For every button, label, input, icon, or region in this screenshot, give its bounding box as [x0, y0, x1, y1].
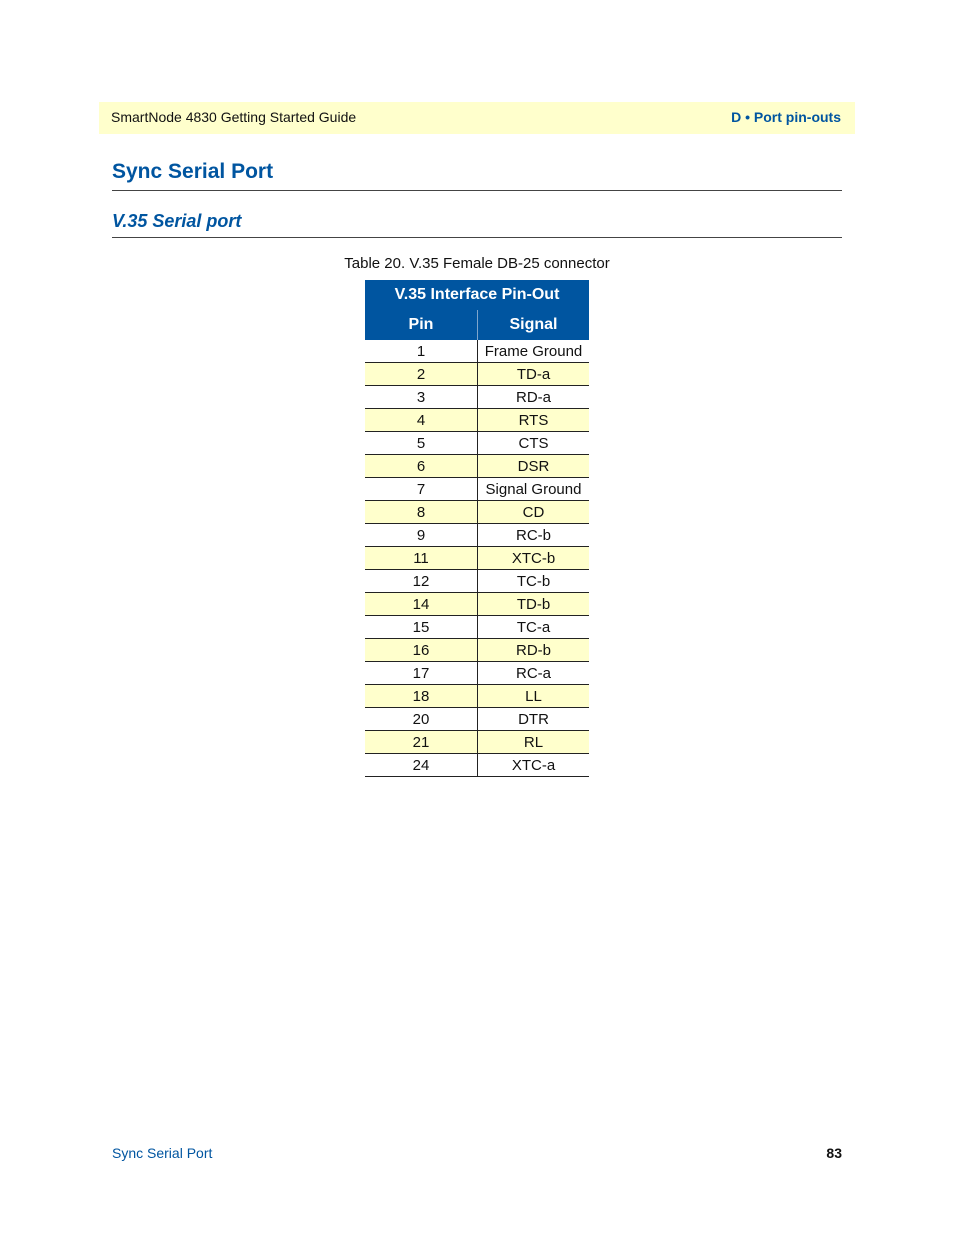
pin-cell: 7	[365, 478, 478, 501]
pin-cell: 20	[365, 708, 478, 731]
pin-cell: 5	[365, 432, 478, 455]
signal-cell: RC-a	[478, 662, 590, 685]
signal-cell: RD-b	[478, 639, 590, 662]
table-row	[365, 616, 589, 639]
pin-cell: 21	[365, 731, 478, 754]
table-title: V.35 Interface Pin-Out	[365, 280, 589, 310]
signal-cell: TC-b	[478, 570, 590, 593]
table-row	[365, 432, 589, 455]
table-row	[365, 455, 589, 478]
table-row	[365, 386, 589, 409]
pin-cell: 2	[365, 363, 478, 386]
signal-cell: TC-a	[478, 616, 590, 639]
section-divider	[112, 190, 842, 191]
signal-cell: Frame Ground	[478, 340, 590, 363]
pin-cell: 16	[365, 639, 478, 662]
table-row	[365, 340, 589, 363]
pin-cell: 6	[365, 455, 478, 478]
signal-cell: DTR	[478, 708, 590, 731]
guide-title: SmartNode 4830 Getting Started Guide	[111, 109, 357, 125]
footer-section: Sync Serial Port	[112, 1145, 213, 1161]
table-row	[365, 547, 589, 570]
page-number: 83	[826, 1145, 842, 1161]
running-header	[99, 102, 855, 134]
signal-cell: DSR	[478, 455, 590, 478]
signal-cell: TD-a	[478, 363, 590, 386]
chapter-title: D • Port pin-outs	[731, 109, 841, 125]
signal-cell: RD-a	[478, 386, 590, 409]
subsection-heading: V.35 Serial port	[112, 211, 242, 231]
pin-cell: 15	[365, 616, 478, 639]
column-header-pin: Pin	[365, 310, 478, 340]
pin-cell: 1	[365, 340, 478, 363]
pin-cell: 3	[365, 386, 478, 409]
signal-cell: CTS	[478, 432, 590, 455]
signal-cell: LL	[478, 685, 590, 708]
pin-cell: 14	[365, 593, 478, 616]
table-row	[365, 570, 589, 593]
pin-cell: 11	[365, 547, 478, 570]
signal-cell: RTS	[478, 409, 590, 432]
table-row	[365, 363, 589, 386]
table-caption: Table 20. V.35 Female DB-25 connector	[344, 255, 610, 272]
table-row	[365, 639, 589, 662]
signal-cell: Signal Ground	[478, 478, 590, 501]
column-header-signal: Signal	[478, 310, 590, 340]
signal-cell: TD-b	[478, 593, 590, 616]
pin-cell: 4	[365, 409, 478, 432]
table-row	[365, 685, 589, 708]
subsection-divider	[112, 237, 842, 238]
pin-cell: 9	[365, 524, 478, 547]
table-row	[365, 524, 589, 547]
table-row	[365, 478, 589, 501]
table-row	[365, 731, 589, 754]
signal-cell: RC-b	[478, 524, 590, 547]
table-row	[365, 593, 589, 616]
signal-cell: XTC-a	[478, 754, 590, 777]
table-row	[365, 501, 589, 524]
section-heading: Sync Serial Port	[112, 160, 274, 183]
table-row	[365, 409, 589, 432]
pin-cell: 17	[365, 662, 478, 685]
pin-cell: 24	[365, 754, 478, 777]
signal-cell: CD	[478, 501, 590, 524]
signal-cell: RL	[478, 731, 590, 754]
table-row	[365, 662, 589, 685]
table-row	[365, 708, 589, 731]
table-row	[365, 754, 589, 777]
pin-cell: 8	[365, 501, 478, 524]
pinout-table	[365, 280, 589, 777]
pin-cell: 12	[365, 570, 478, 593]
table-body	[365, 340, 589, 777]
pin-cell: 18	[365, 685, 478, 708]
signal-cell: XTC-b	[478, 547, 590, 570]
